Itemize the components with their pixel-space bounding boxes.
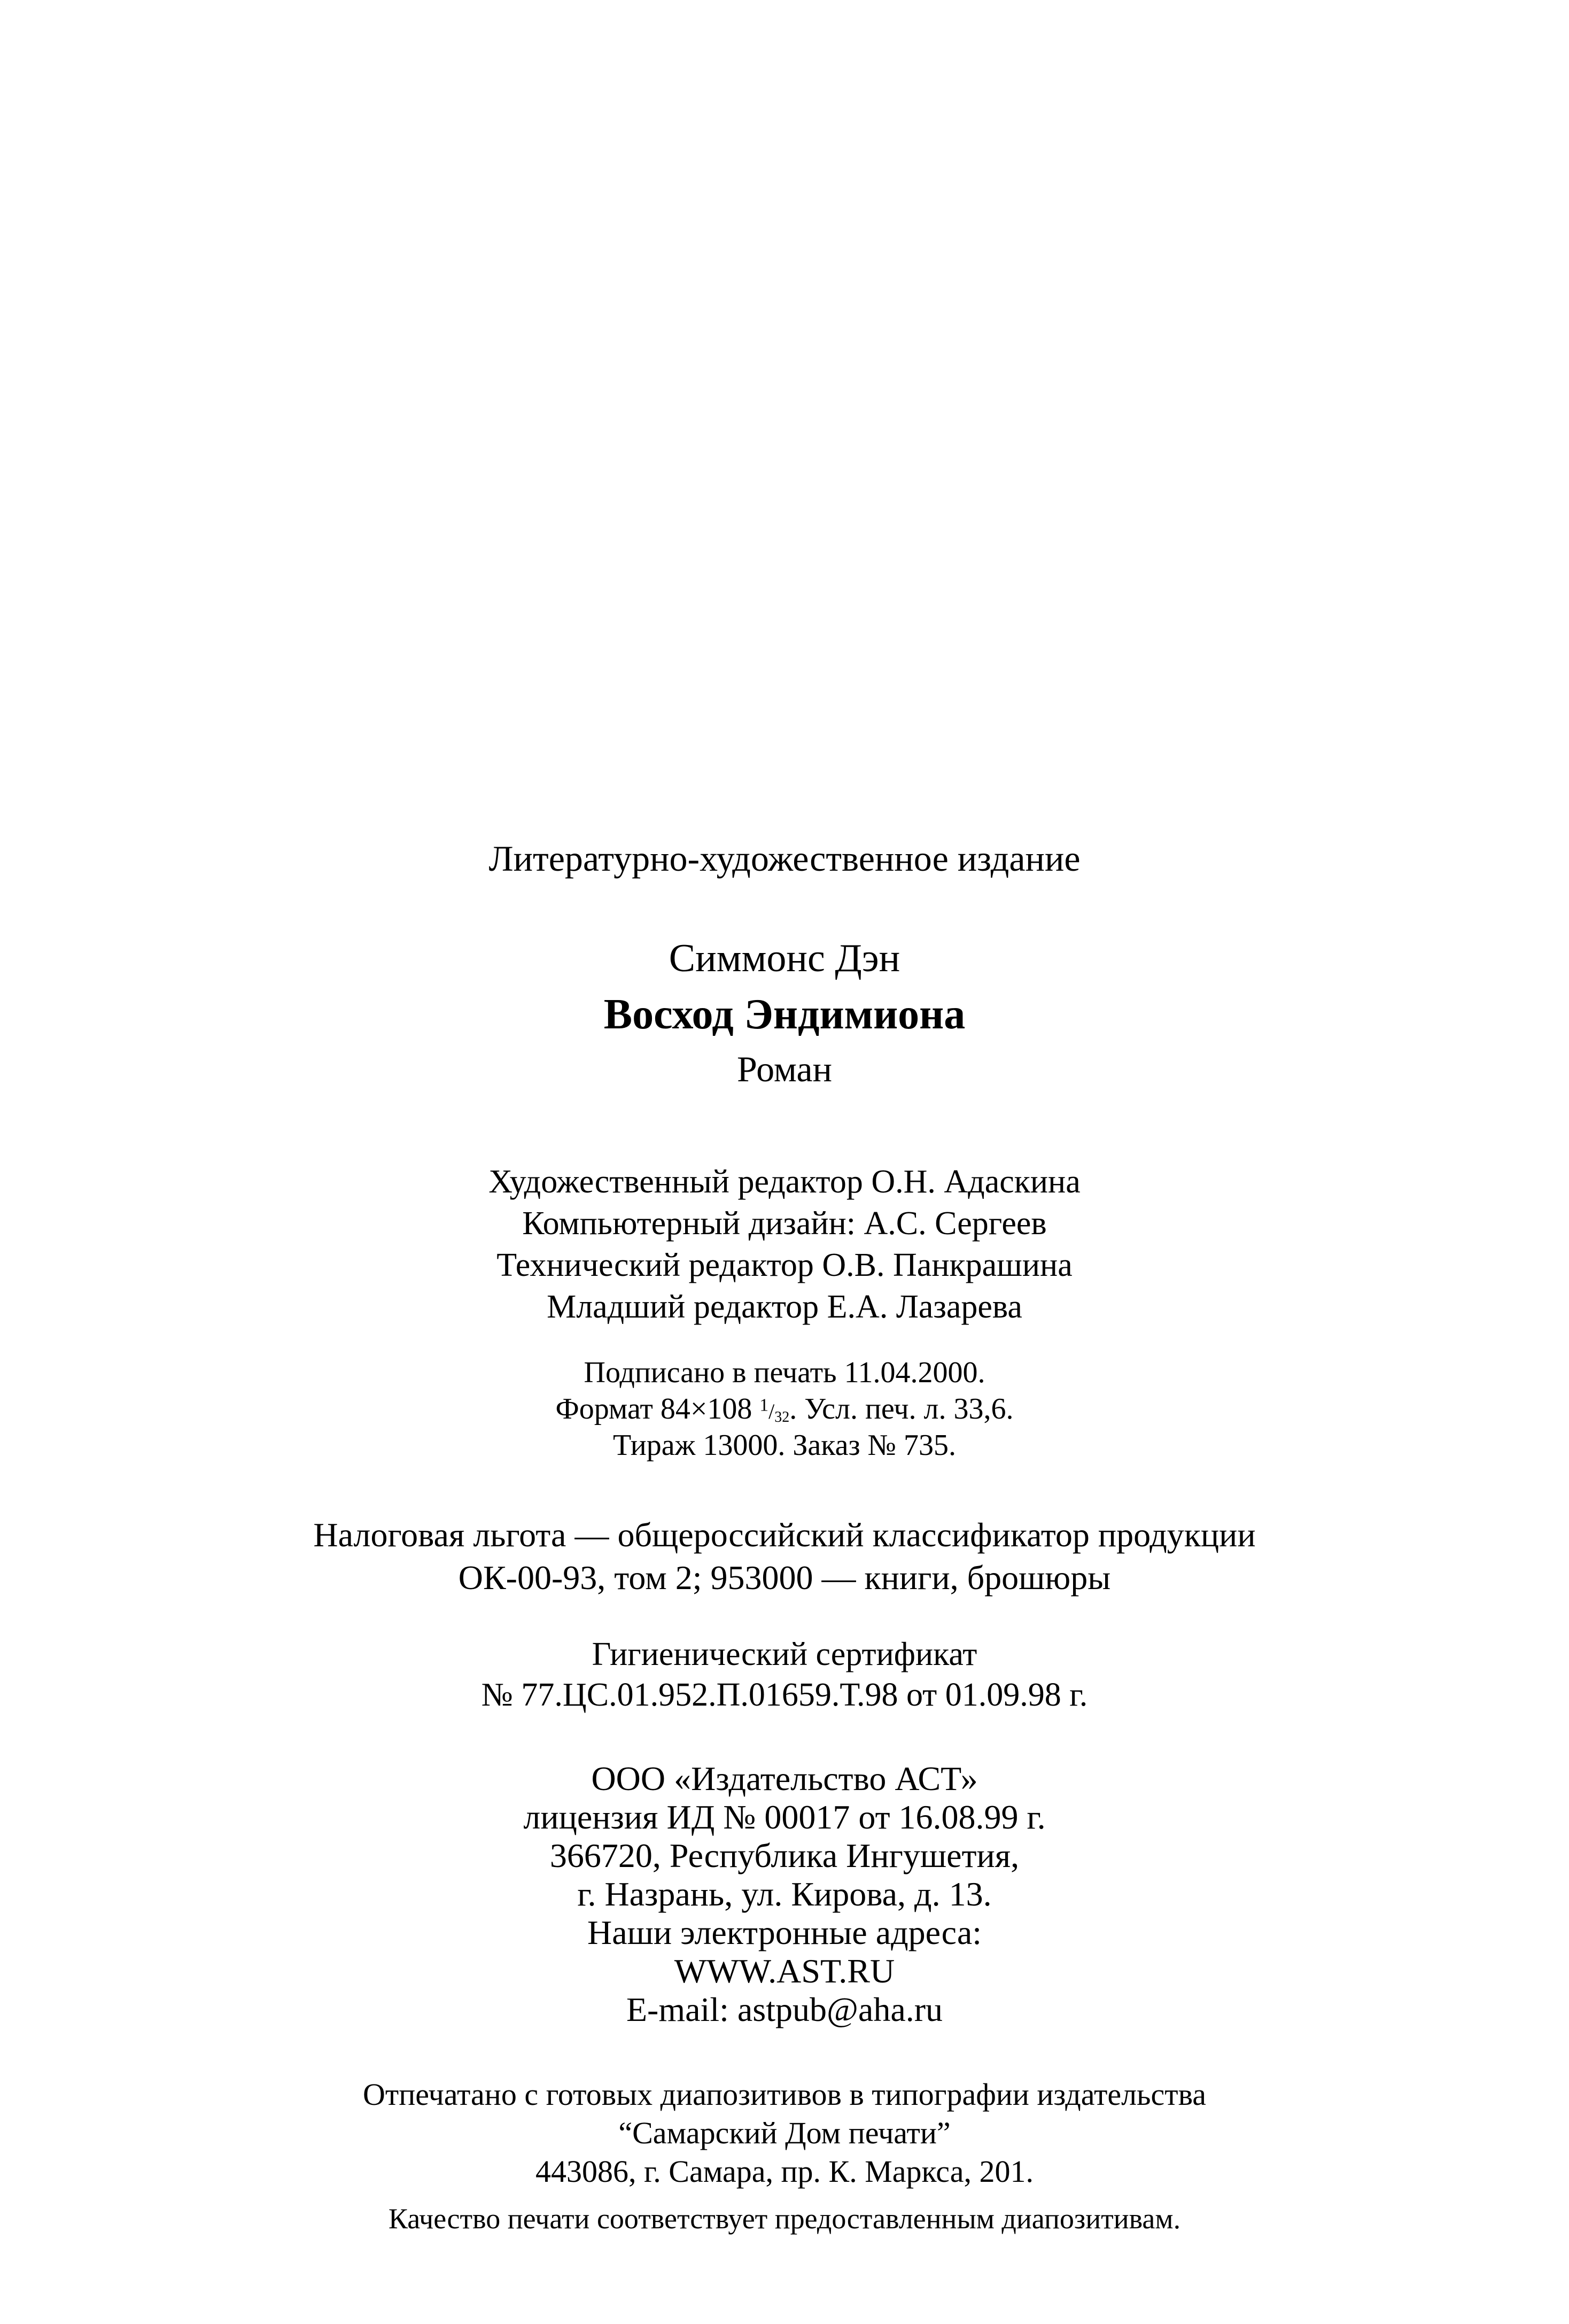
credit-junior-editor: Младший редактор Е.А. Лазарева	[547, 1289, 1022, 1325]
book-title: Восход Эндимиона	[603, 991, 966, 1038]
printer-line-1: Отпечатано с готовых диапозитивов в типографии издательства	[363, 2077, 1206, 2112]
email-link[interactable]: E-mail: astpub@aha.ru	[626, 1990, 943, 2028]
credit-technical-editor: Технический редактор О.В. Панкрашина	[496, 1247, 1073, 1283]
email-addresses-label: Наши электронные адреса:	[587, 1914, 982, 1951]
credit-art-editor: Художественный редактор О.Н. Адаскина	[488, 1164, 1081, 1200]
format-suffix: . Усл. печ. л. 33,6.	[789, 1392, 1014, 1426]
book-genre: Роман	[737, 1049, 832, 1089]
credit-computer-design: Компьютерный дизайн: А.С. Сергеев	[522, 1205, 1047, 1242]
printer-address: 443086, г. Самара, пр. К. Маркса, 201.	[535, 2154, 1034, 2189]
tax-benefit-line-1: Налоговая льгота — общероссийский классификатор продукции	[313, 1516, 1256, 1554]
format-fraction: $^1/_{32}$	[759, 1395, 790, 1426]
hygiene-certificate-label: Гигиенический сертификат	[592, 1636, 977, 1672]
print-quality-note: Качество печати соответствует предоставленным диапозитивам.	[388, 2203, 1181, 2235]
print-format	[0, 1394, 1569, 1425]
hygiene-certificate-number: № 77.ЦС.01.952.П.01659.Т.98 от 01.09.98 г.	[481, 1677, 1088, 1713]
printer-name: “Самарский Дом печати”	[618, 2116, 951, 2150]
signed-to-print: Подписано в печать 11.04.2000.	[584, 1356, 985, 1389]
website-link[interactable]: WWW.AST.RU	[674, 1952, 895, 1990]
format-frac-numerator: 1	[759, 1395, 769, 1415]
publisher-address-2: г. Назрань, ул. Кирова, д. 13.	[577, 1875, 992, 1913]
print-run-order: Тираж 13000. Заказ № 735.	[612, 1429, 956, 1462]
edition-type: Литературно-художественное издание	[488, 838, 1081, 879]
format-prefix: Формат 84×108	[555, 1392, 752, 1426]
format-frac-denominator: 32	[774, 1409, 790, 1426]
publisher-license: лицензия ИД № 00017 от 16.08.99 г.	[523, 1798, 1046, 1836]
publisher-name: ООО «Издательство АСТ»	[591, 1760, 978, 1798]
author-name: Симмонс Дэн	[669, 936, 900, 980]
tax-benefit-line-2: ОК-00-93, том 2; 953000 — книги, брошюры	[458, 1559, 1111, 1597]
publisher-address-1: 366720, Республика Ингушетия,	[549, 1837, 1020, 1874]
